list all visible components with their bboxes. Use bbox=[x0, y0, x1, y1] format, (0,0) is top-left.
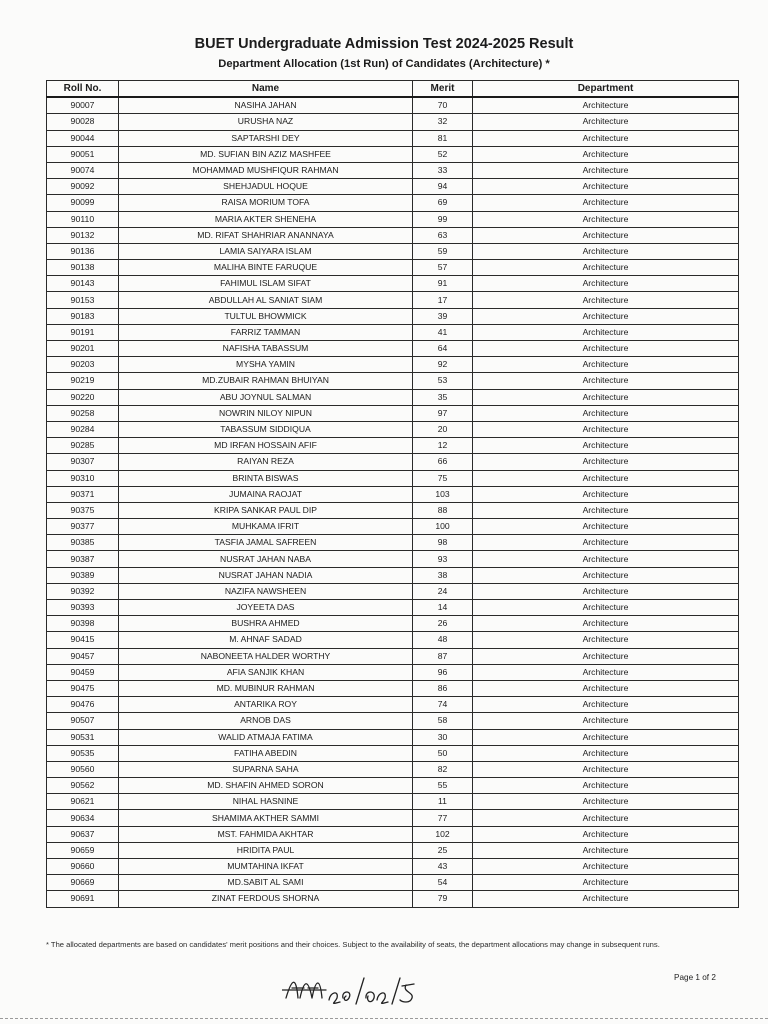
merit-cell: 50 bbox=[413, 745, 473, 761]
table-row bbox=[47, 761, 739, 777]
merit-cell: 24 bbox=[413, 583, 473, 599]
department-cell: Architecture bbox=[473, 502, 739, 518]
merit-cell: 98 bbox=[413, 535, 473, 551]
merit-cell: 25 bbox=[413, 842, 473, 858]
name-cell: MALIHA BINTE FARUQUE bbox=[119, 260, 413, 276]
department-cell: Architecture bbox=[473, 292, 739, 308]
name-cell: MD. SHAFIN AHMED SORON bbox=[119, 778, 413, 794]
table-row bbox=[47, 454, 739, 470]
department-cell: Architecture bbox=[473, 454, 739, 470]
roll-number-cell: 90691 bbox=[47, 891, 119, 907]
merit-cell: 41 bbox=[413, 324, 473, 340]
table-row bbox=[47, 341, 739, 357]
name-cell: ANTARIKA ROY bbox=[119, 697, 413, 713]
name-cell: SHAMIMA AKTHER SAMMI bbox=[119, 810, 413, 826]
name-cell: MUHKAMA IFRIT bbox=[119, 519, 413, 535]
name-cell: FARRIZ TAMMAN bbox=[119, 324, 413, 340]
name-cell: MARIA AKTER SHENEHA bbox=[119, 211, 413, 227]
name-cell: MYSHA YAMIN bbox=[119, 357, 413, 373]
merit-cell: 87 bbox=[413, 648, 473, 664]
department-cell: Architecture bbox=[473, 664, 739, 680]
department-cell: Architecture bbox=[473, 162, 739, 178]
table-row bbox=[47, 842, 739, 858]
merit-cell: 93 bbox=[413, 551, 473, 567]
roll-number-cell: 90398 bbox=[47, 616, 119, 632]
table-row bbox=[47, 664, 739, 680]
merit-cell: 55 bbox=[413, 778, 473, 794]
name-cell: MST. FAHMIDA AKHTAR bbox=[119, 826, 413, 842]
name-cell: NUSRAT JAHAN NABA bbox=[119, 551, 413, 567]
department-cell: Architecture bbox=[473, 243, 739, 259]
column-header-department: Department bbox=[473, 81, 739, 98]
department-cell: Architecture bbox=[473, 583, 739, 599]
table-row bbox=[47, 276, 739, 292]
roll-number-cell: 90074 bbox=[47, 162, 119, 178]
name-cell: ABDULLAH AL SANIAT SIAM bbox=[119, 292, 413, 308]
column-header-name: Name bbox=[119, 81, 413, 98]
table-row bbox=[47, 260, 739, 276]
roll-number-cell: 90637 bbox=[47, 826, 119, 842]
table-row bbox=[47, 486, 739, 502]
merit-cell: 92 bbox=[413, 357, 473, 373]
roll-number-cell: 90634 bbox=[47, 810, 119, 826]
merit-cell: 96 bbox=[413, 664, 473, 680]
department-cell: Architecture bbox=[473, 438, 739, 454]
table-row bbox=[47, 292, 739, 308]
department-cell: Architecture bbox=[473, 729, 739, 745]
roll-number-cell: 90028 bbox=[47, 114, 119, 130]
table-row bbox=[47, 227, 739, 243]
table-row bbox=[47, 891, 739, 907]
department-cell: Architecture bbox=[473, 745, 739, 761]
merit-cell: 99 bbox=[413, 211, 473, 227]
roll-number-cell: 90092 bbox=[47, 179, 119, 195]
table-row bbox=[47, 794, 739, 810]
roll-number-cell: 90459 bbox=[47, 664, 119, 680]
table-row bbox=[47, 114, 739, 130]
roll-number-cell: 90659 bbox=[47, 842, 119, 858]
merit-cell: 75 bbox=[413, 470, 473, 486]
name-cell: URUSHA NAZ bbox=[119, 114, 413, 130]
merit-cell: 14 bbox=[413, 600, 473, 616]
name-cell: BUSHRA AHMED bbox=[119, 616, 413, 632]
name-cell: SHEHJADUL HOQUE bbox=[119, 179, 413, 195]
merit-cell: 63 bbox=[413, 227, 473, 243]
roll-number-cell: 90132 bbox=[47, 227, 119, 243]
name-cell: HRIDITA PAUL bbox=[119, 842, 413, 858]
roll-number-cell: 90457 bbox=[47, 648, 119, 664]
table-row bbox=[47, 875, 739, 891]
merit-cell: 57 bbox=[413, 260, 473, 276]
department-cell: Architecture bbox=[473, 713, 739, 729]
department-cell: Architecture bbox=[473, 97, 739, 114]
roll-number-cell: 90191 bbox=[47, 324, 119, 340]
roll-number-cell: 90051 bbox=[47, 146, 119, 162]
name-cell: M. AHNAF SADAD bbox=[119, 632, 413, 648]
table-row bbox=[47, 438, 739, 454]
table-row bbox=[47, 211, 739, 227]
merit-cell: 94 bbox=[413, 179, 473, 195]
table-row bbox=[47, 195, 739, 211]
table-header-row bbox=[47, 81, 739, 98]
table-row bbox=[47, 162, 739, 178]
department-cell: Architecture bbox=[473, 826, 739, 842]
department-cell: Architecture bbox=[473, 891, 739, 907]
department-cell: Architecture bbox=[473, 324, 739, 340]
merit-cell: 32 bbox=[413, 114, 473, 130]
roll-number-cell: 90415 bbox=[47, 632, 119, 648]
department-cell: Architecture bbox=[473, 535, 739, 551]
merit-cell: 17 bbox=[413, 292, 473, 308]
table-row bbox=[47, 859, 739, 875]
roll-number-cell: 90099 bbox=[47, 195, 119, 211]
merit-cell: 81 bbox=[413, 130, 473, 146]
column-header-merit: Merit bbox=[413, 81, 473, 98]
name-cell: SAPTARSHI DEY bbox=[119, 130, 413, 146]
table-row bbox=[47, 470, 739, 486]
roll-number-cell: 90385 bbox=[47, 535, 119, 551]
roll-number-cell: 90258 bbox=[47, 405, 119, 421]
name-cell: WALID ATMAJA FATIMA bbox=[119, 729, 413, 745]
department-cell: Architecture bbox=[473, 648, 739, 664]
table-row bbox=[47, 405, 739, 421]
table-row bbox=[47, 502, 739, 518]
table-row bbox=[47, 357, 739, 373]
merit-cell: 103 bbox=[413, 486, 473, 502]
roll-number-cell: 90371 bbox=[47, 486, 119, 502]
name-cell: SUPARNA SAHA bbox=[119, 761, 413, 777]
roll-number-cell: 90387 bbox=[47, 551, 119, 567]
roll-number-cell: 90183 bbox=[47, 308, 119, 324]
table-row bbox=[47, 421, 739, 437]
table-row bbox=[47, 373, 739, 389]
document-subtitle: Department Allocation (1st Run) of Candidates (Architecture) * bbox=[218, 58, 550, 70]
department-cell: Architecture bbox=[473, 680, 739, 696]
name-cell: RAIYAN REZA bbox=[119, 454, 413, 470]
roll-number-cell: 90392 bbox=[47, 583, 119, 599]
department-cell: Architecture bbox=[473, 519, 739, 535]
name-cell: ABU JOYNUL SALMAN bbox=[119, 389, 413, 405]
roll-number-cell: 90507 bbox=[47, 713, 119, 729]
roll-number-cell: 90136 bbox=[47, 243, 119, 259]
department-cell: Architecture bbox=[473, 600, 739, 616]
table-header bbox=[47, 81, 739, 98]
merit-cell: 91 bbox=[413, 276, 473, 292]
table-row bbox=[47, 130, 739, 146]
table-row bbox=[47, 729, 739, 745]
table-row bbox=[47, 243, 739, 259]
department-cell: Architecture bbox=[473, 179, 739, 195]
department-cell: Architecture bbox=[473, 389, 739, 405]
department-cell: Architecture bbox=[473, 421, 739, 437]
roll-number-cell: 90284 bbox=[47, 421, 119, 437]
department-cell: Architecture bbox=[473, 794, 739, 810]
name-cell: MD. MUBINUR RAHMAN bbox=[119, 680, 413, 696]
page-bottom-rule bbox=[0, 1018, 768, 1020]
department-cell: Architecture bbox=[473, 227, 739, 243]
name-cell: MUMTAHINA IKFAT bbox=[119, 859, 413, 875]
roll-number-cell: 90393 bbox=[47, 600, 119, 616]
table-row bbox=[47, 535, 739, 551]
roll-number-cell: 90285 bbox=[47, 438, 119, 454]
merit-cell: 86 bbox=[413, 680, 473, 696]
department-cell: Architecture bbox=[473, 405, 739, 421]
department-cell: Architecture bbox=[473, 551, 739, 567]
roll-number-cell: 90621 bbox=[47, 794, 119, 810]
department-cell: Architecture bbox=[473, 632, 739, 648]
name-cell: NUSRAT JAHAN NADIA bbox=[119, 567, 413, 583]
roll-number-cell: 90475 bbox=[47, 680, 119, 696]
table-row bbox=[47, 583, 739, 599]
department-cell: Architecture bbox=[473, 842, 739, 858]
name-cell: RAISA MORIUM TOFA bbox=[119, 195, 413, 211]
name-cell: KRIPA SANKAR PAUL DIP bbox=[119, 502, 413, 518]
department-cell: Architecture bbox=[473, 308, 739, 324]
roll-number-cell: 90535 bbox=[47, 745, 119, 761]
table-row bbox=[47, 632, 739, 648]
merit-cell: 39 bbox=[413, 308, 473, 324]
merit-cell: 12 bbox=[413, 438, 473, 454]
table-row bbox=[47, 826, 739, 842]
table-row bbox=[47, 616, 739, 632]
merit-cell: 77 bbox=[413, 810, 473, 826]
name-cell: TASFIA JAMAL SAFREEN bbox=[119, 535, 413, 551]
name-cell: JOYEETA DAS bbox=[119, 600, 413, 616]
roll-number-cell: 90377 bbox=[47, 519, 119, 535]
roll-number-cell: 90476 bbox=[47, 697, 119, 713]
department-cell: Architecture bbox=[473, 486, 739, 502]
department-cell: Architecture bbox=[473, 778, 739, 794]
merit-cell: 20 bbox=[413, 421, 473, 437]
table-row bbox=[47, 389, 739, 405]
department-cell: Architecture bbox=[473, 697, 739, 713]
roll-number-cell: 90669 bbox=[47, 875, 119, 891]
merit-cell: 66 bbox=[413, 454, 473, 470]
table-row bbox=[47, 778, 739, 794]
table-row bbox=[47, 146, 739, 162]
table-row bbox=[47, 97, 739, 114]
merit-cell: 100 bbox=[413, 519, 473, 535]
merit-cell: 53 bbox=[413, 373, 473, 389]
merit-cell: 82 bbox=[413, 761, 473, 777]
roll-number-cell: 90562 bbox=[47, 778, 119, 794]
table-row bbox=[47, 308, 739, 324]
name-cell: NAFISHA TABASSUM bbox=[119, 341, 413, 357]
table-row bbox=[47, 648, 739, 664]
merit-cell: 35 bbox=[413, 389, 473, 405]
name-cell: NAZIFA NAWSHEEN bbox=[119, 583, 413, 599]
table-row bbox=[47, 745, 739, 761]
roll-number-cell: 90220 bbox=[47, 389, 119, 405]
department-cell: Architecture bbox=[473, 875, 739, 891]
roll-number-cell: 90153 bbox=[47, 292, 119, 308]
department-cell: Architecture bbox=[473, 276, 739, 292]
merit-cell: 69 bbox=[413, 195, 473, 211]
name-cell: NASIHA JAHAN bbox=[119, 97, 413, 114]
footnote: * The allocated departments are based on candidates' merit positions and their choices. Subject to the availability of seats, the department allocations may change in subsequent runs. bbox=[46, 940, 660, 949]
name-cell: NOWRIN NILOY NIPUN bbox=[119, 405, 413, 421]
department-cell: Architecture bbox=[473, 567, 739, 583]
name-cell: TULTUL BHOWMICK bbox=[119, 308, 413, 324]
merit-cell: 97 bbox=[413, 405, 473, 421]
table-row bbox=[47, 810, 739, 826]
roll-number-cell: 90375 bbox=[47, 502, 119, 518]
roll-number-cell: 90143 bbox=[47, 276, 119, 292]
name-cell: ZINAT FERDOUS SHORNA bbox=[119, 891, 413, 907]
name-cell: MD. SUFIAN BIN AZIZ MASHFEE bbox=[119, 146, 413, 162]
allocation-table bbox=[46, 80, 739, 908]
department-cell: Architecture bbox=[473, 146, 739, 162]
roll-number-cell: 90660 bbox=[47, 859, 119, 875]
merit-cell: 38 bbox=[413, 567, 473, 583]
merit-cell: 64 bbox=[413, 341, 473, 357]
column-header-roll: Roll No. bbox=[47, 81, 119, 98]
name-cell: NIHAL HASNINE bbox=[119, 794, 413, 810]
merit-cell: 54 bbox=[413, 875, 473, 891]
department-cell: Architecture bbox=[473, 130, 739, 146]
roll-number-cell: 90531 bbox=[47, 729, 119, 745]
department-cell: Architecture bbox=[473, 211, 739, 227]
table-row bbox=[47, 179, 739, 195]
department-cell: Architecture bbox=[473, 357, 739, 373]
name-cell: TABASSUM SIDDIQUA bbox=[119, 421, 413, 437]
roll-number-cell: 90044 bbox=[47, 130, 119, 146]
merit-cell: 88 bbox=[413, 502, 473, 518]
table-row bbox=[47, 519, 739, 535]
merit-cell: 59 bbox=[413, 243, 473, 259]
merit-cell: 58 bbox=[413, 713, 473, 729]
department-cell: Architecture bbox=[473, 260, 739, 276]
table-row bbox=[47, 551, 739, 567]
merit-cell: 79 bbox=[413, 891, 473, 907]
table-row bbox=[47, 600, 739, 616]
name-cell: FAHIMUL ISLAM SIFAT bbox=[119, 276, 413, 292]
department-cell: Architecture bbox=[473, 114, 739, 130]
table-row bbox=[47, 680, 739, 696]
table-body bbox=[47, 97, 739, 907]
name-cell: MD. RIFAT SHAHRIAR ANANNAYA bbox=[119, 227, 413, 243]
page-number: Page 1 of 2 bbox=[674, 973, 716, 982]
name-cell: AFIA SANJIK KHAN bbox=[119, 664, 413, 680]
department-cell: Architecture bbox=[473, 470, 739, 486]
roll-number-cell: 90138 bbox=[47, 260, 119, 276]
name-cell: NABONEETA HALDER WORTHY bbox=[119, 648, 413, 664]
roll-number-cell: 90389 bbox=[47, 567, 119, 583]
merit-cell: 33 bbox=[413, 162, 473, 178]
handwritten-signature bbox=[282, 968, 422, 1008]
merit-cell: 52 bbox=[413, 146, 473, 162]
roll-number-cell: 90219 bbox=[47, 373, 119, 389]
merit-cell: 74 bbox=[413, 697, 473, 713]
merit-cell: 48 bbox=[413, 632, 473, 648]
name-cell: ARNOB DAS bbox=[119, 713, 413, 729]
merit-cell: 30 bbox=[413, 729, 473, 745]
roll-number-cell: 90203 bbox=[47, 357, 119, 373]
department-cell: Architecture bbox=[473, 616, 739, 632]
merit-cell: 11 bbox=[413, 794, 473, 810]
roll-number-cell: 90110 bbox=[47, 211, 119, 227]
name-cell: MD.ZUBAIR RAHMAN BHUIYAN bbox=[119, 373, 413, 389]
department-cell: Architecture bbox=[473, 195, 739, 211]
roll-number-cell: 90310 bbox=[47, 470, 119, 486]
name-cell: MOHAMMAD MUSHFIQUR RAHMAN bbox=[119, 162, 413, 178]
document-title: BUET Undergraduate Admission Test 2024-2025 Result bbox=[194, 36, 574, 52]
department-cell: Architecture bbox=[473, 810, 739, 826]
merit-cell: 102 bbox=[413, 826, 473, 842]
department-cell: Architecture bbox=[473, 373, 739, 389]
merit-cell: 43 bbox=[413, 859, 473, 875]
name-cell: LAMIA SAIYARA ISLAM bbox=[119, 243, 413, 259]
roll-number-cell: 90007 bbox=[47, 97, 119, 114]
roll-number-cell: 90560 bbox=[47, 761, 119, 777]
table-row bbox=[47, 713, 739, 729]
merit-cell: 26 bbox=[413, 616, 473, 632]
name-cell: MD.SABIT AL SAMI bbox=[119, 875, 413, 891]
name-cell: FATIHA ABEDIN bbox=[119, 745, 413, 761]
table-row bbox=[47, 697, 739, 713]
roll-number-cell: 90307 bbox=[47, 454, 119, 470]
roll-number-cell: 90201 bbox=[47, 341, 119, 357]
name-cell: BRINTA BISWAS bbox=[119, 470, 413, 486]
name-cell: JUMAINA RAOJAT bbox=[119, 486, 413, 502]
name-cell: MD IRFAN HOSSAIN AFIF bbox=[119, 438, 413, 454]
department-cell: Architecture bbox=[473, 341, 739, 357]
department-cell: Architecture bbox=[473, 761, 739, 777]
department-cell: Architecture bbox=[473, 859, 739, 875]
table-row bbox=[47, 324, 739, 340]
merit-cell: 70 bbox=[413, 97, 473, 114]
table-row bbox=[47, 567, 739, 583]
